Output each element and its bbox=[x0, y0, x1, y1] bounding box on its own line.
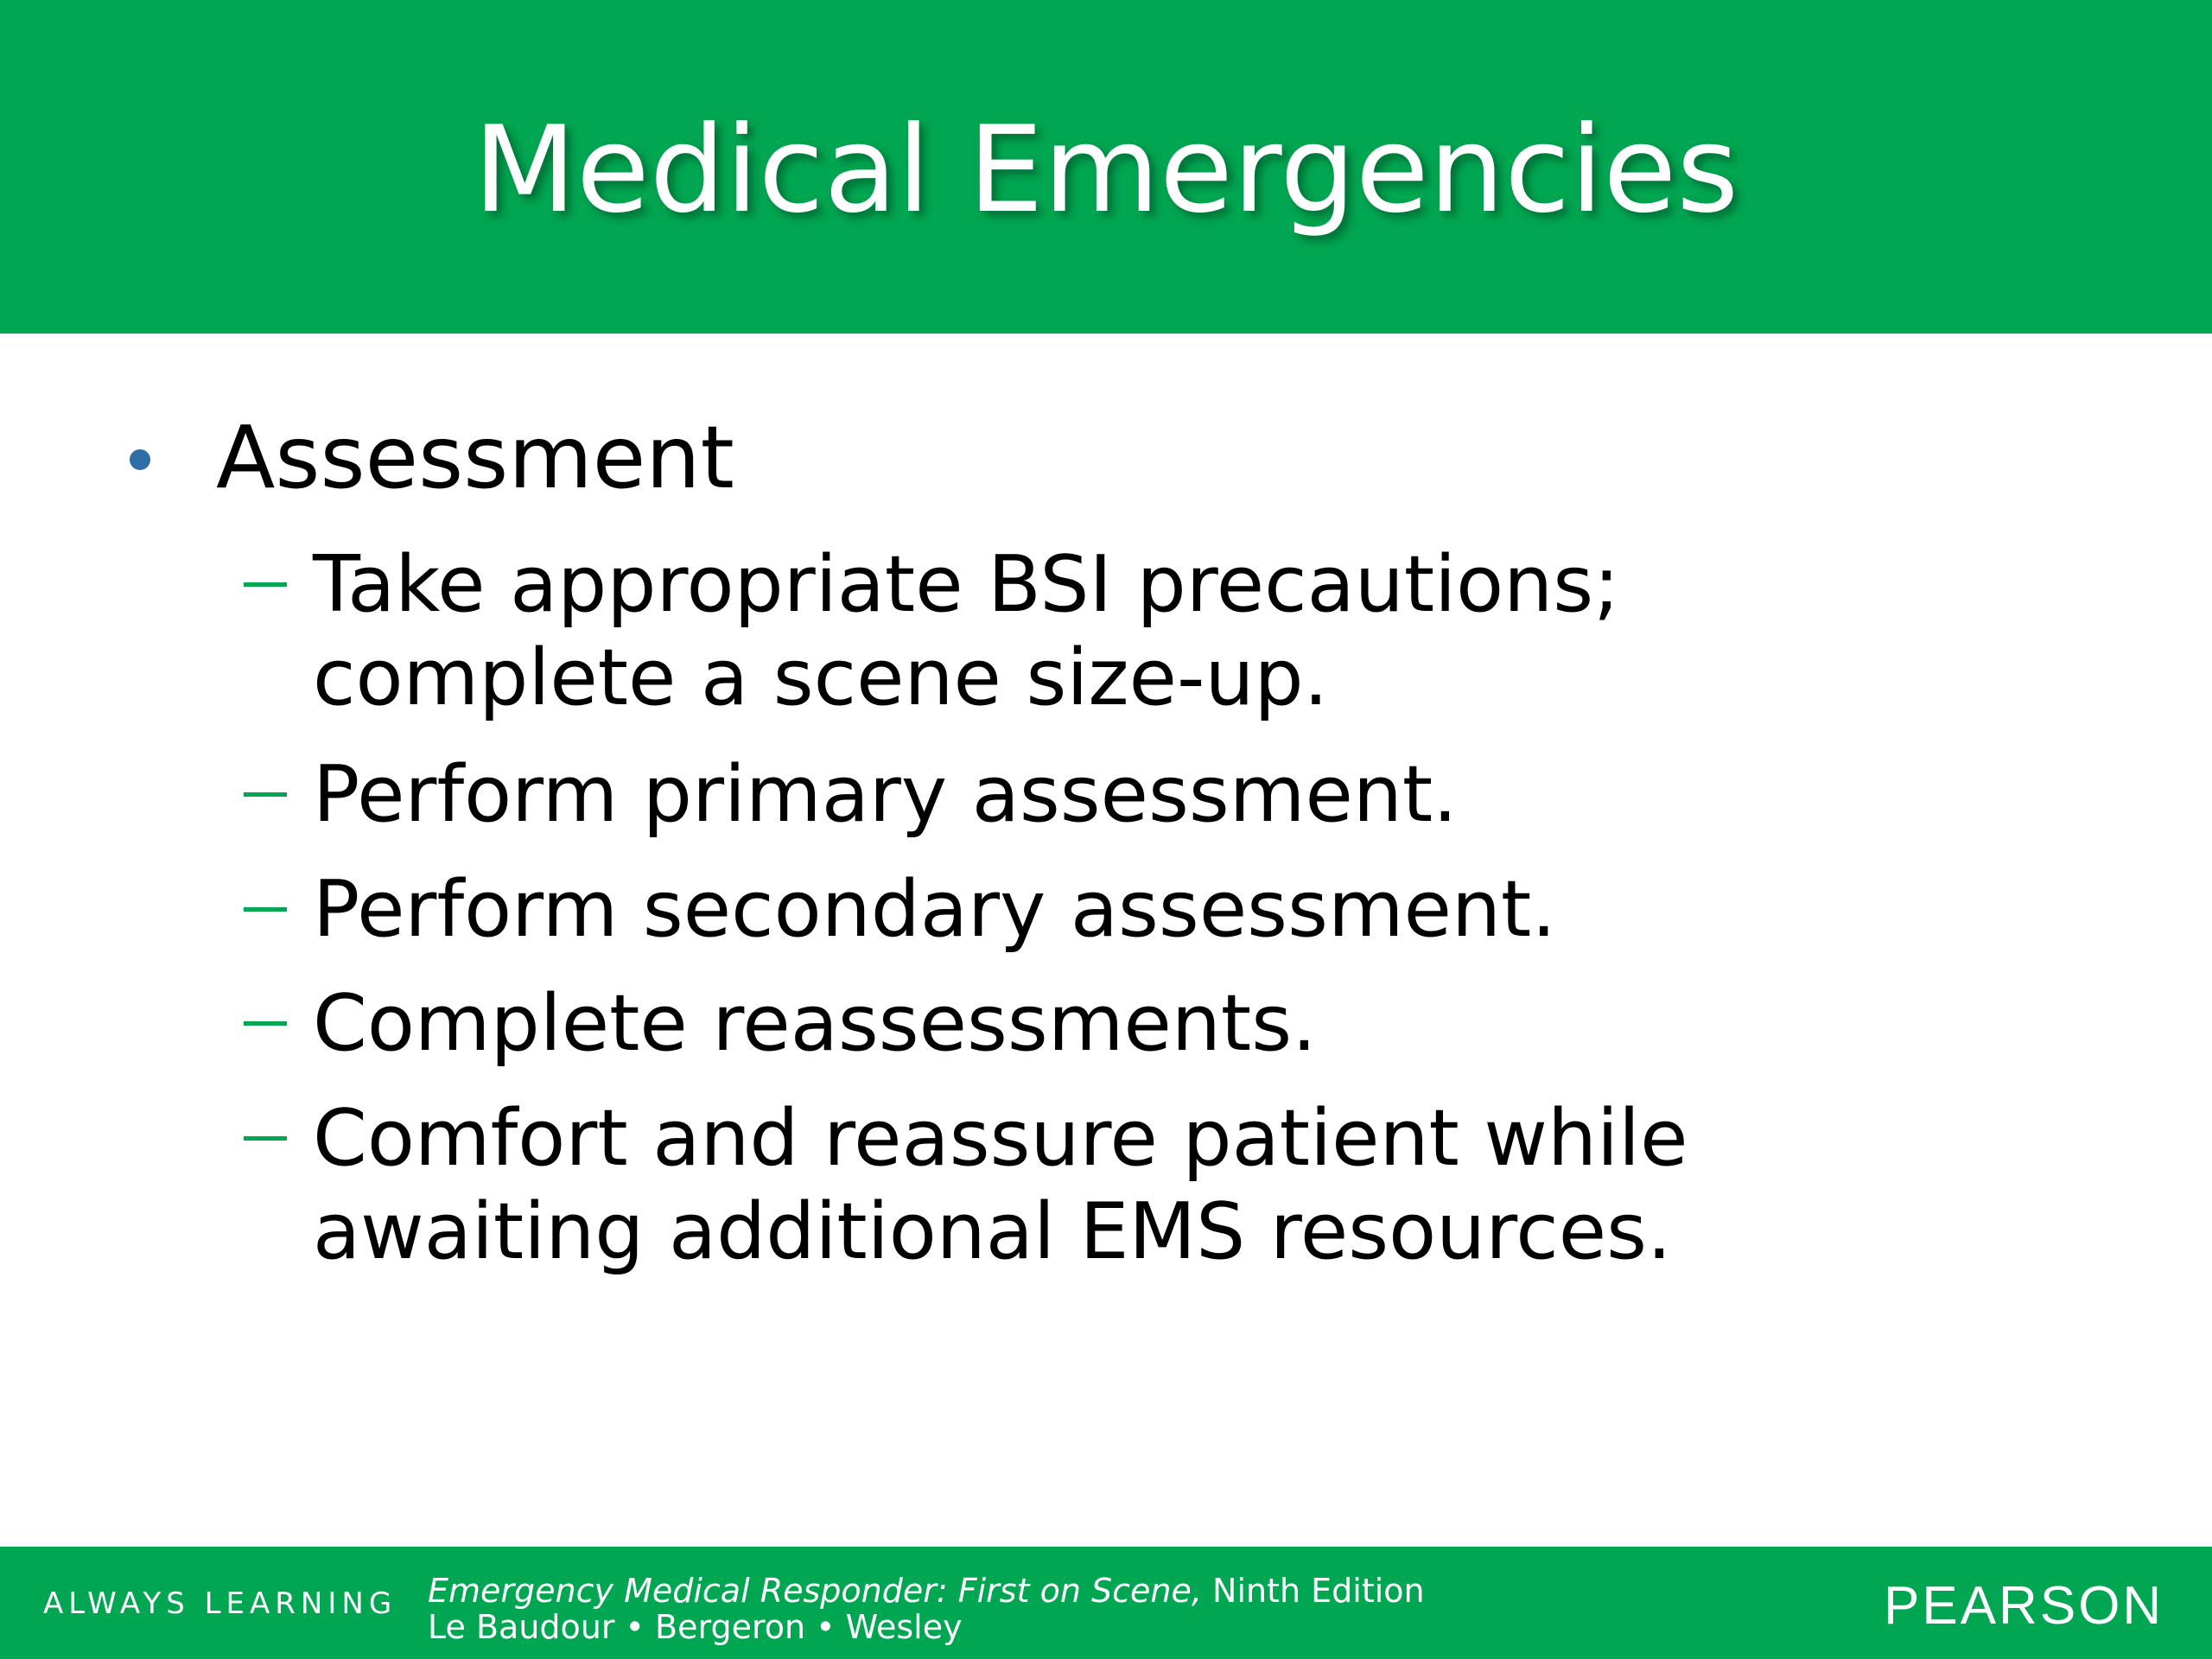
pearson-logo: PEARSON bbox=[1884, 1576, 2164, 1636]
subpoint-line-1: Perform primary assessment. bbox=[313, 749, 1458, 840]
subpoint-text bbox=[313, 538, 1619, 725]
dash-icon bbox=[244, 792, 287, 797]
bullet-label: Assessment bbox=[216, 407, 734, 508]
slide-title: Medical Emergencies bbox=[473, 100, 1739, 239]
main-bullet bbox=[130, 404, 734, 512]
subpoint-text bbox=[313, 748, 1458, 842]
subpoint-line-2: awaiting additional EMS resources. bbox=[313, 1186, 1672, 1277]
dash-icon bbox=[244, 1021, 287, 1026]
subpoint-line-1: Comfort and reassure patient while bbox=[313, 1093, 1688, 1184]
subpoint-line-1: Complete reassessments. bbox=[313, 978, 1317, 1069]
subpoint-line-1: Perform secondary assessment. bbox=[313, 864, 1556, 955]
subpoint-text bbox=[313, 1092, 1688, 1279]
dash-icon bbox=[244, 1136, 287, 1141]
footer-slogan: ALWAYS LEARNING bbox=[43, 1586, 397, 1621]
book-edition: Ninth Edition bbox=[1212, 1572, 1425, 1610]
subpoint-text bbox=[313, 863, 1556, 957]
dash-icon bbox=[244, 907, 287, 912]
subpoint-line-2: complete a scene size-up. bbox=[313, 632, 1329, 723]
book-title-line bbox=[428, 1573, 1425, 1609]
subpoint-text bbox=[313, 977, 1317, 1071]
book-title: Emergency Medical Responder: First on Scene, bbox=[428, 1572, 1202, 1610]
book-authors: Le Baudour • Bergeron • Wesley bbox=[428, 1608, 963, 1646]
subpoint-line-1: Take appropriate BSI precautions; bbox=[313, 539, 1620, 630]
dash-icon bbox=[244, 582, 287, 587]
bullet-icon bbox=[130, 449, 150, 470]
footer-book-info bbox=[428, 1573, 1425, 1645]
